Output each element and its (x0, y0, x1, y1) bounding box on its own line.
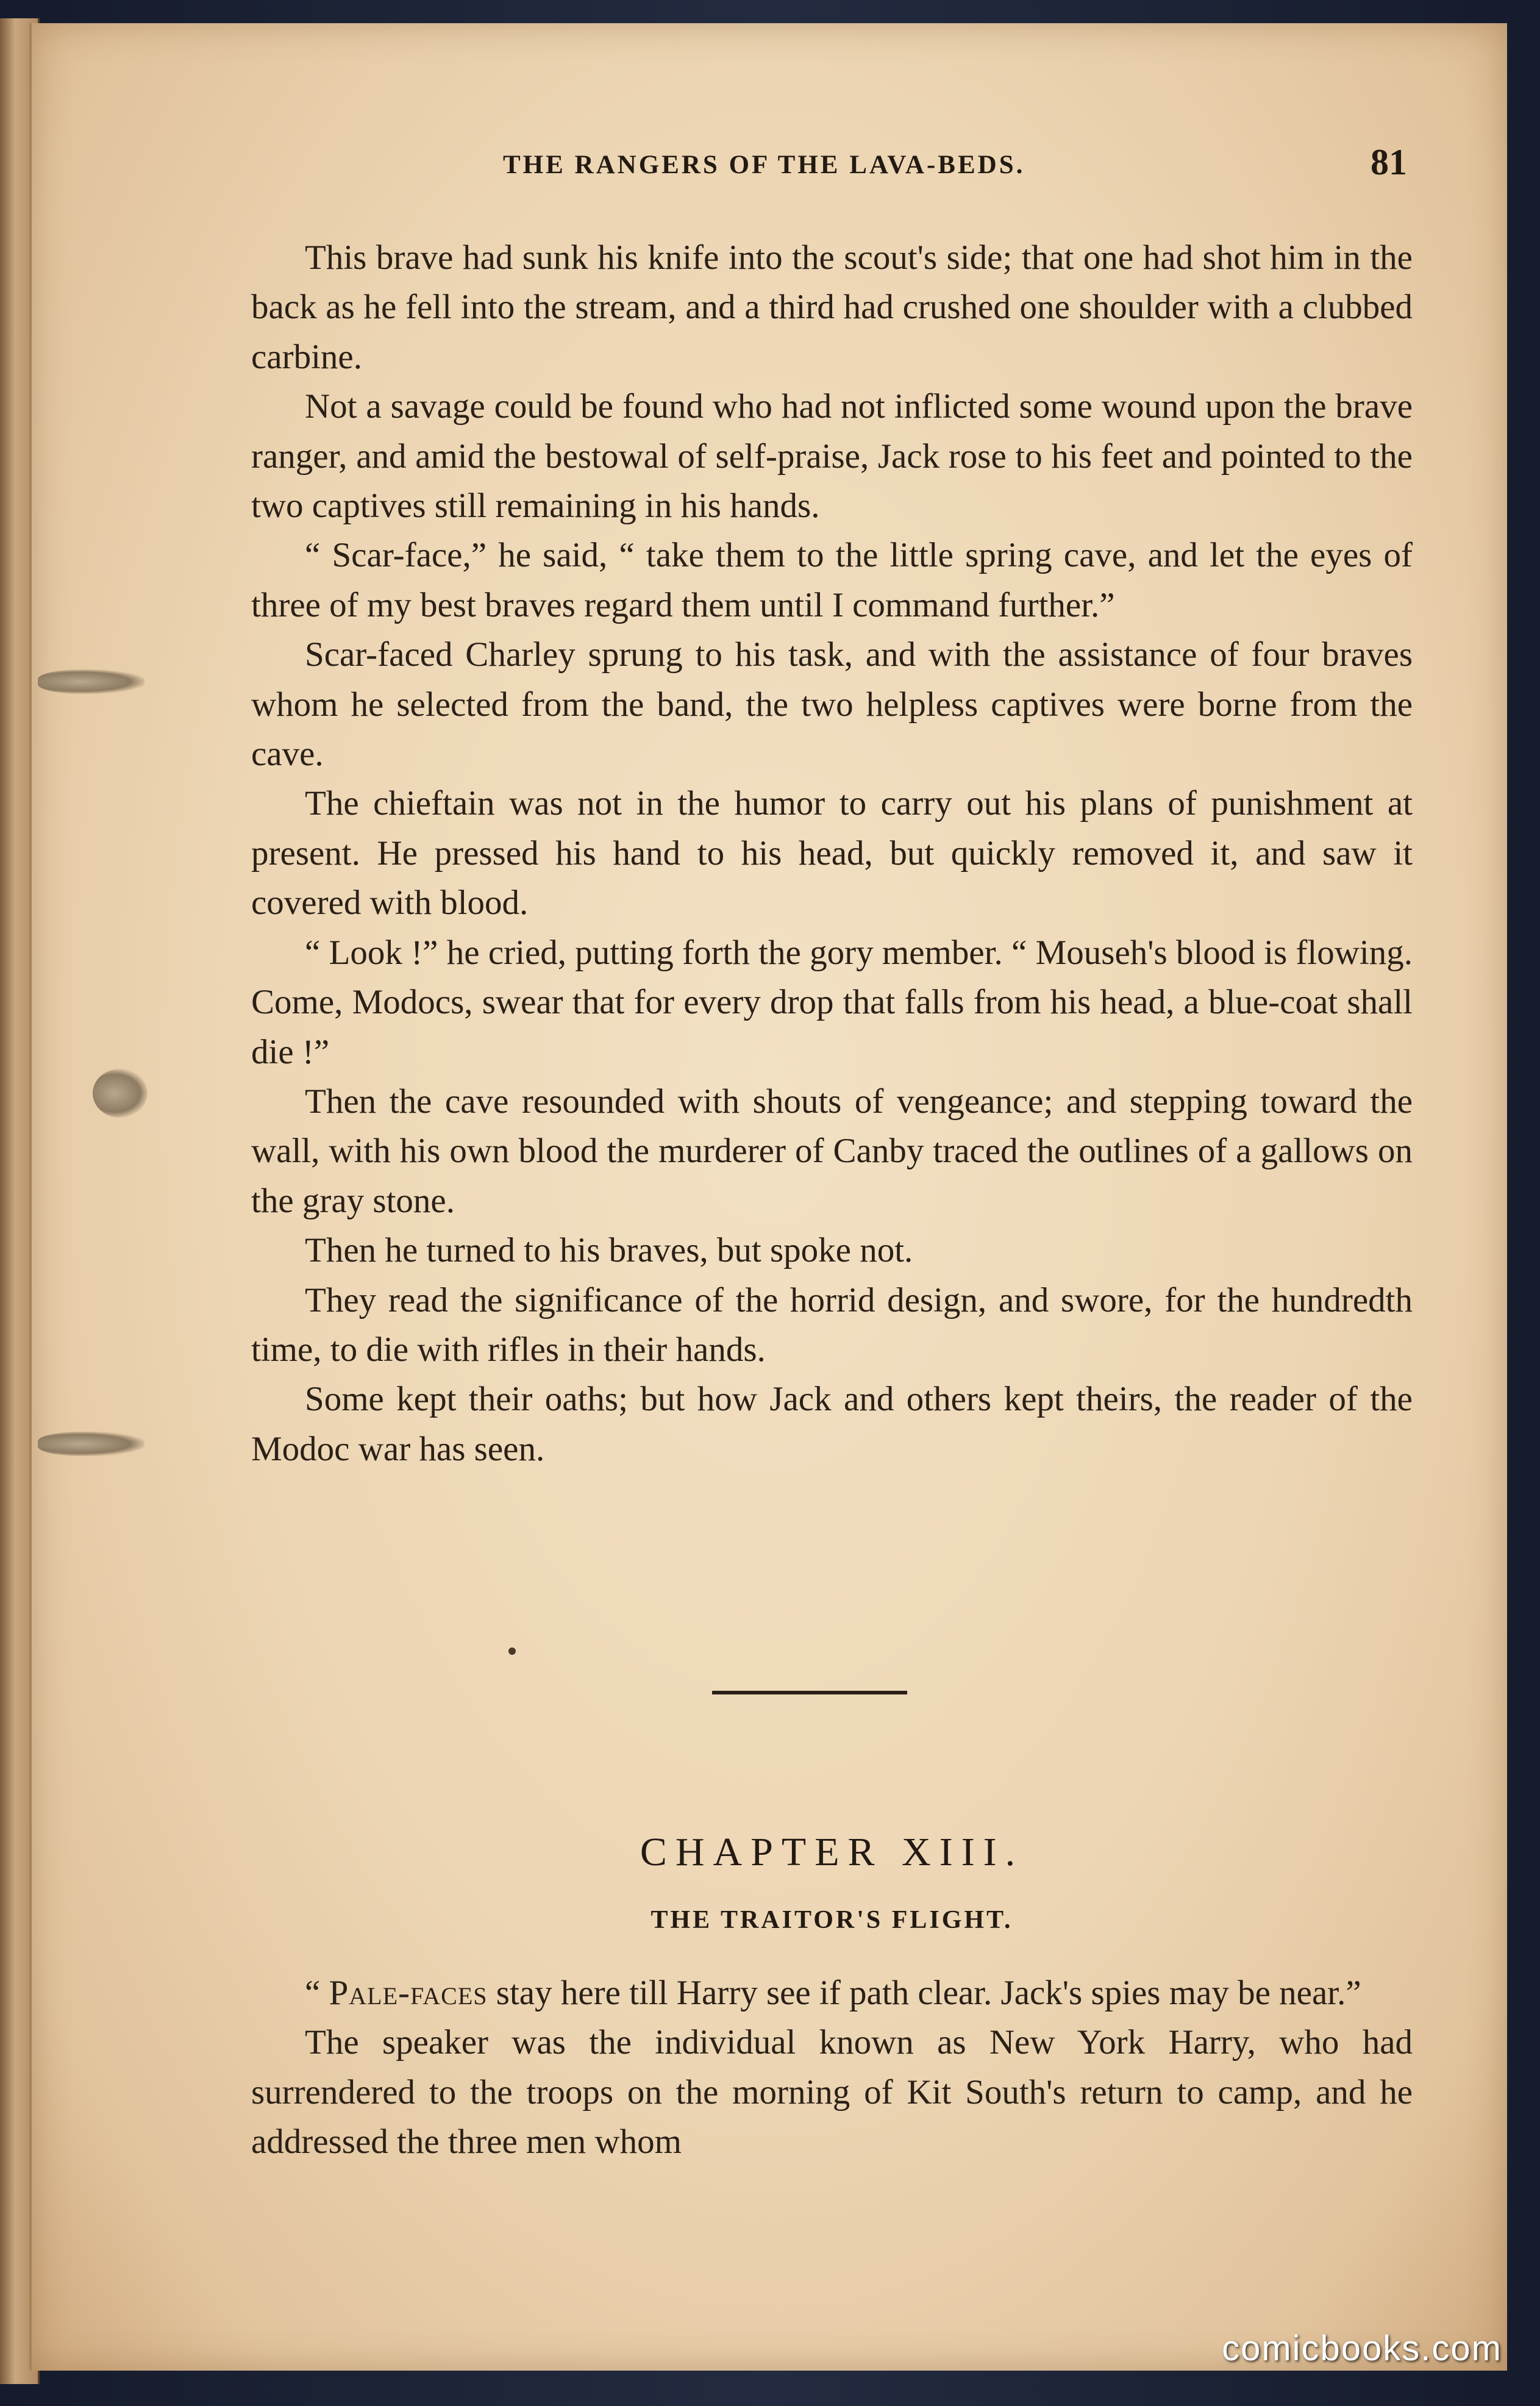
body-text (251, 233, 1413, 1474)
smallcaps-lead: Pale-faces (329, 1974, 488, 2012)
paragraph: “ Scar-face,” he said, “ take them to the little spring cave, and let the eyes of three of my best braves regard them until I command further.” (251, 536, 1413, 624)
chapter-subtitle: THE TRAITOR'S FLIGHT. (651, 1906, 1013, 1934)
ink-speck (508, 1647, 516, 1655)
quote-open: “ (305, 1974, 329, 2012)
paragraph: The chieftain was not in the humor to carry out his plans of punishment at present. He pressed his hand to his head, but quickly removed it, and saw it covered with blood. (251, 784, 1413, 923)
paragraph: Then he turned to his braves, but spoke not. (305, 1231, 913, 1270)
chapter-title: CHAPTER XIII. (640, 1830, 1024, 1874)
paragraph (251, 1968, 1413, 2018)
paragraph: Scar-faced Charley sprung to his task, and with the assistance of four braves whom he selected from the band, the two helpless captives were borne from the cave. (251, 635, 1413, 774)
section-divider (712, 1691, 907, 1694)
running-title: THE RANGERS OF THE LAVA-BEDS. (503, 151, 1025, 179)
page-number: 81 (1371, 142, 1407, 182)
page-header (488, 141, 1414, 190)
paragraph: Some kept their oaths; but how Jack and others kept theirs, the reader of the Modoc war has seen. (251, 1380, 1413, 1468)
paragraph: They read the significance of the horrid design, and swore, for the hundredth time, to die with rifles in their hands. (251, 1280, 1413, 1369)
binding-stitch (38, 1432, 144, 1456)
paragraph: This brave had sunk his knife into the scout's side; that one had shot him in the back as he fell into the stream, and a third had crushed one shoulder with a clubbed carbine. (251, 238, 1413, 376)
binding-stitch (38, 669, 144, 694)
binding-stitch (93, 1069, 148, 1118)
paragraph: The speaker was the individual known as New York Harry, who had surrendered to the troops on the morning of Kit South's return to camp, and he addressed the three men whom (251, 2023, 1413, 2161)
paragraph-rest: stay here till Harry see if path clear. Jack's spies may be near.” (487, 1974, 1361, 2012)
watermark: comicbooks.com (1222, 2329, 1502, 2368)
paragraph: Not a savage could be found who had not inflicted some wound upon the brave ranger, and amid the bestowal of self-praise, Jack rose to his feet and pointed to the two captives still remaining in his hands. (251, 387, 1413, 526)
paragraph: “ Look !” he cried, putting forth the gory member. “ Mouseh's blood is flowing. Come, Modocs, swear that for every drop that falls from his head, a blue-coat shall die !” (251, 933, 1413, 1071)
chapter-body-text (251, 1968, 1413, 2167)
paragraph: Then the cave resounded with shouts of vengeance; and stepping toward the wall, with his own blood the murderer of Canby traced the outlines of a gallows on the gray stone. (251, 1082, 1413, 1220)
